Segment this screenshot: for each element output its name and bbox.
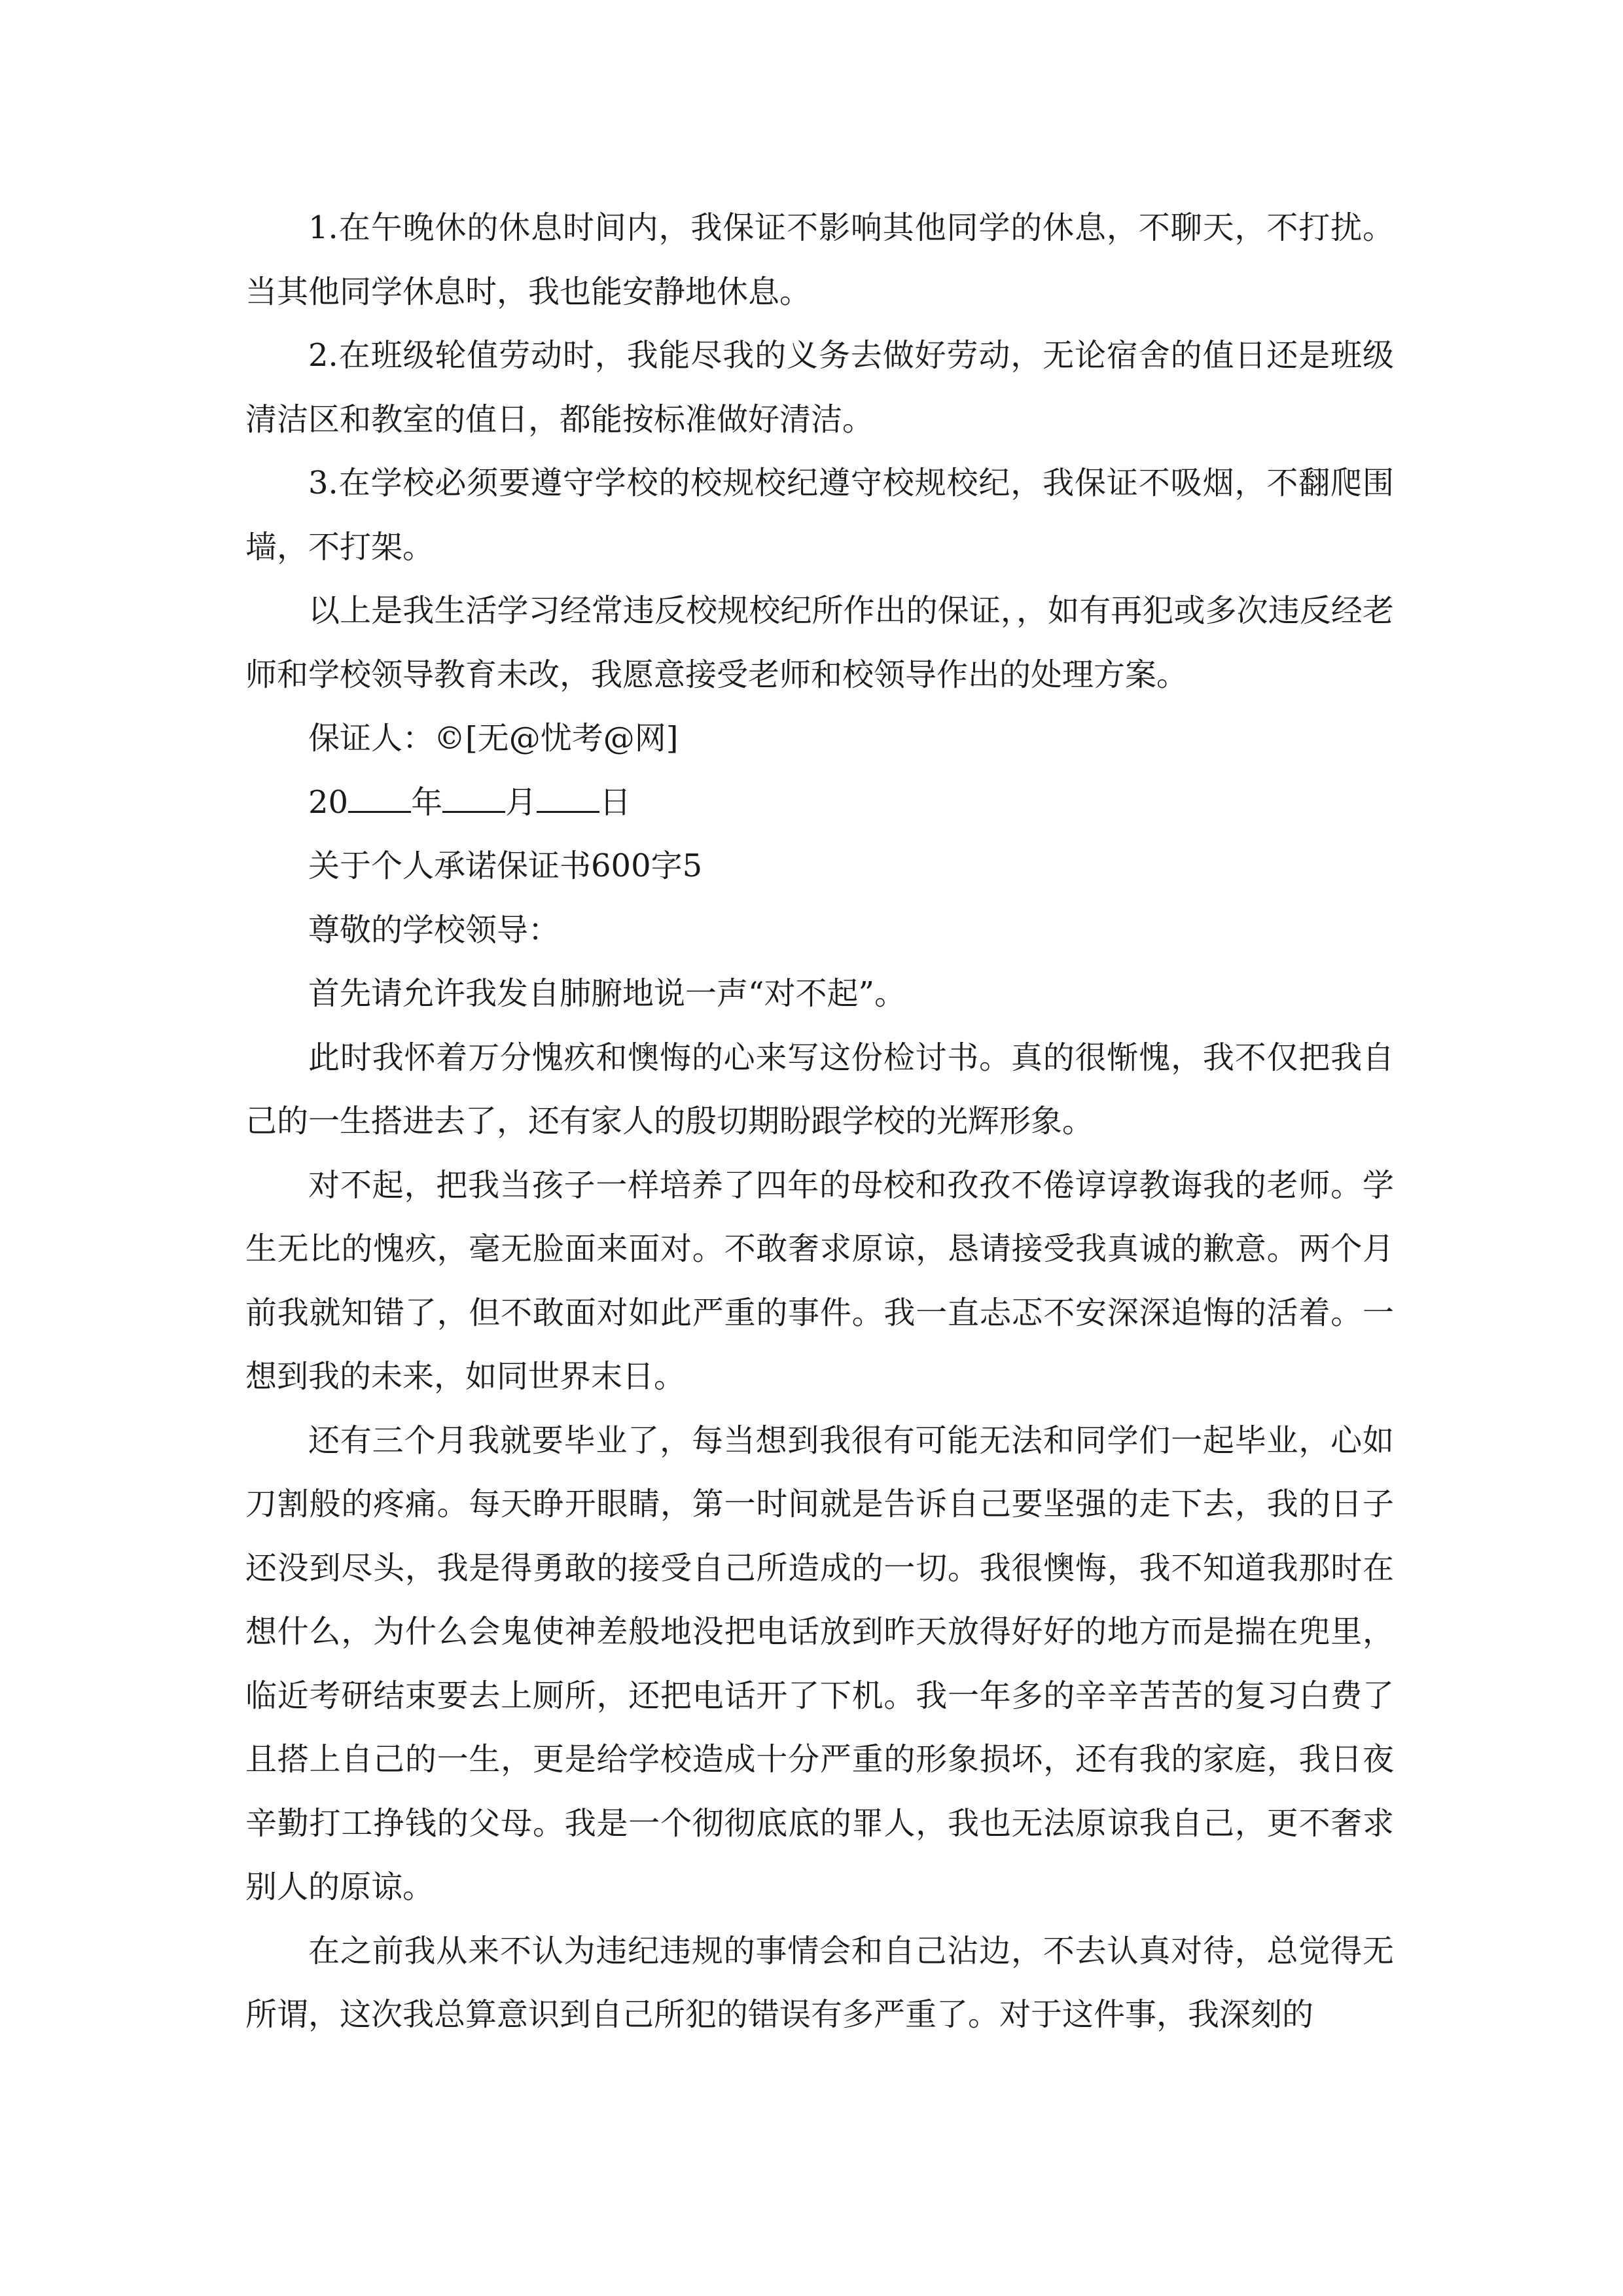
date-year-label: 年: [411, 783, 443, 821]
date-blank-year: [348, 785, 411, 813]
date-blank-month: [442, 785, 505, 813]
paragraph-apology-3: 还有三个月我就要毕业了，每当想到我很有可能无法和同学们一起毕业，心如刀割般的疼痛。每天睁开眼睛，第一时间就是告诉自己要坚强的走下去，我的日子还没到尽头，我是得勇敢的接受自己所造成的一切。我很懊悔，我不知道我那时在想什么，为什么会鬼使神差般地没把电话放到昨天放得好好的地方而是揣在兜里，临近考研结束要去上厕所，还把电话开了下机。我一年多的辛辛苦苦的复习白费了且搭上自己的一生，更是给学校造成十分严重的形象损坏，还有我的家庭，我日夜辛勤打工挣钱的父母。我是一个彻彻底底的罪人，我也无法原谅我自己，更不奢求别人的原谅。: [245, 1422, 1394, 1905]
paragraph-apology-4: 在之前我从来不认为违纪违规的事情会和自己沾边，不去认真对待，总觉得无所谓，这次我总算意识到自己所犯的错误有多严重了。对于这件事，我深刻的: [245, 1932, 1394, 2033]
paragraph-apology-2: 对不起，把我当孩子一样培养了四年的母校和孜孜不倦谆谆教诲我的老师。学生无比的愧疚，毫无脸面来面对。不敢奢求原谅，恳请接受我真诚的歉意。两个月前我就知错了，但不敢面对如此严重的事件。我一直忐忑不安深深追悔的活着。一想到我的未来，如同世界末日。: [245, 1166, 1394, 1395]
date-line: [245, 771, 1394, 835]
paragraph-apology-intro: 首先请允许我发自肺腑地说一声“对不起”。: [308, 975, 906, 1012]
date-month-label: 月: [505, 783, 537, 821]
salutation: 尊敬的学校领导：: [308, 911, 560, 948]
paragraph-pledge-3: 3.在学校必须要遵守学校的校规校纪遵守校规校纪，我保证不吸烟，不翻爬围墙，不打架。: [245, 465, 1394, 565]
paragraph-apology-1: 此时我怀着万分愧疚和懊悔的心来写这份检讨书。真的很惭愧，我不仅把我自己的一生搭进去了，还有家人的殷切期盼跟学校的光辉形象。: [245, 1039, 1394, 1139]
paragraph-pledge-2: 2.在班级轮值劳动时，我能尽我的义务去做好劳动，无论宿舍的值日还是班级清洁区和教室的值日，都能按标准做好清洁。: [245, 337, 1394, 438]
signature-line: 保证人：©[无@忧考@网]: [308, 720, 679, 757]
document-body: [245, 196, 1394, 2047]
date-day-label: 日: [599, 783, 632, 821]
date-blank-day: [537, 785, 599, 813]
paragraph-summary: 以上是我生活学习经常违反校规校纪所作出的保证，，如有再犯或多次违反经老师和学校领导教育未改，我愿意接受老师和校领导作出的处理方案。: [245, 592, 1394, 693]
paragraph-pledge-1: 1.在午晚休的休息时间内，我保证不影响其他同学的休息，不聊天，不打扰。当其他同学休息时，我也能安静地休息。: [245, 209, 1394, 310]
section-heading: 关于个人承诺保证书600字5: [308, 848, 703, 884]
date-year-prefix: 20: [308, 783, 349, 821]
